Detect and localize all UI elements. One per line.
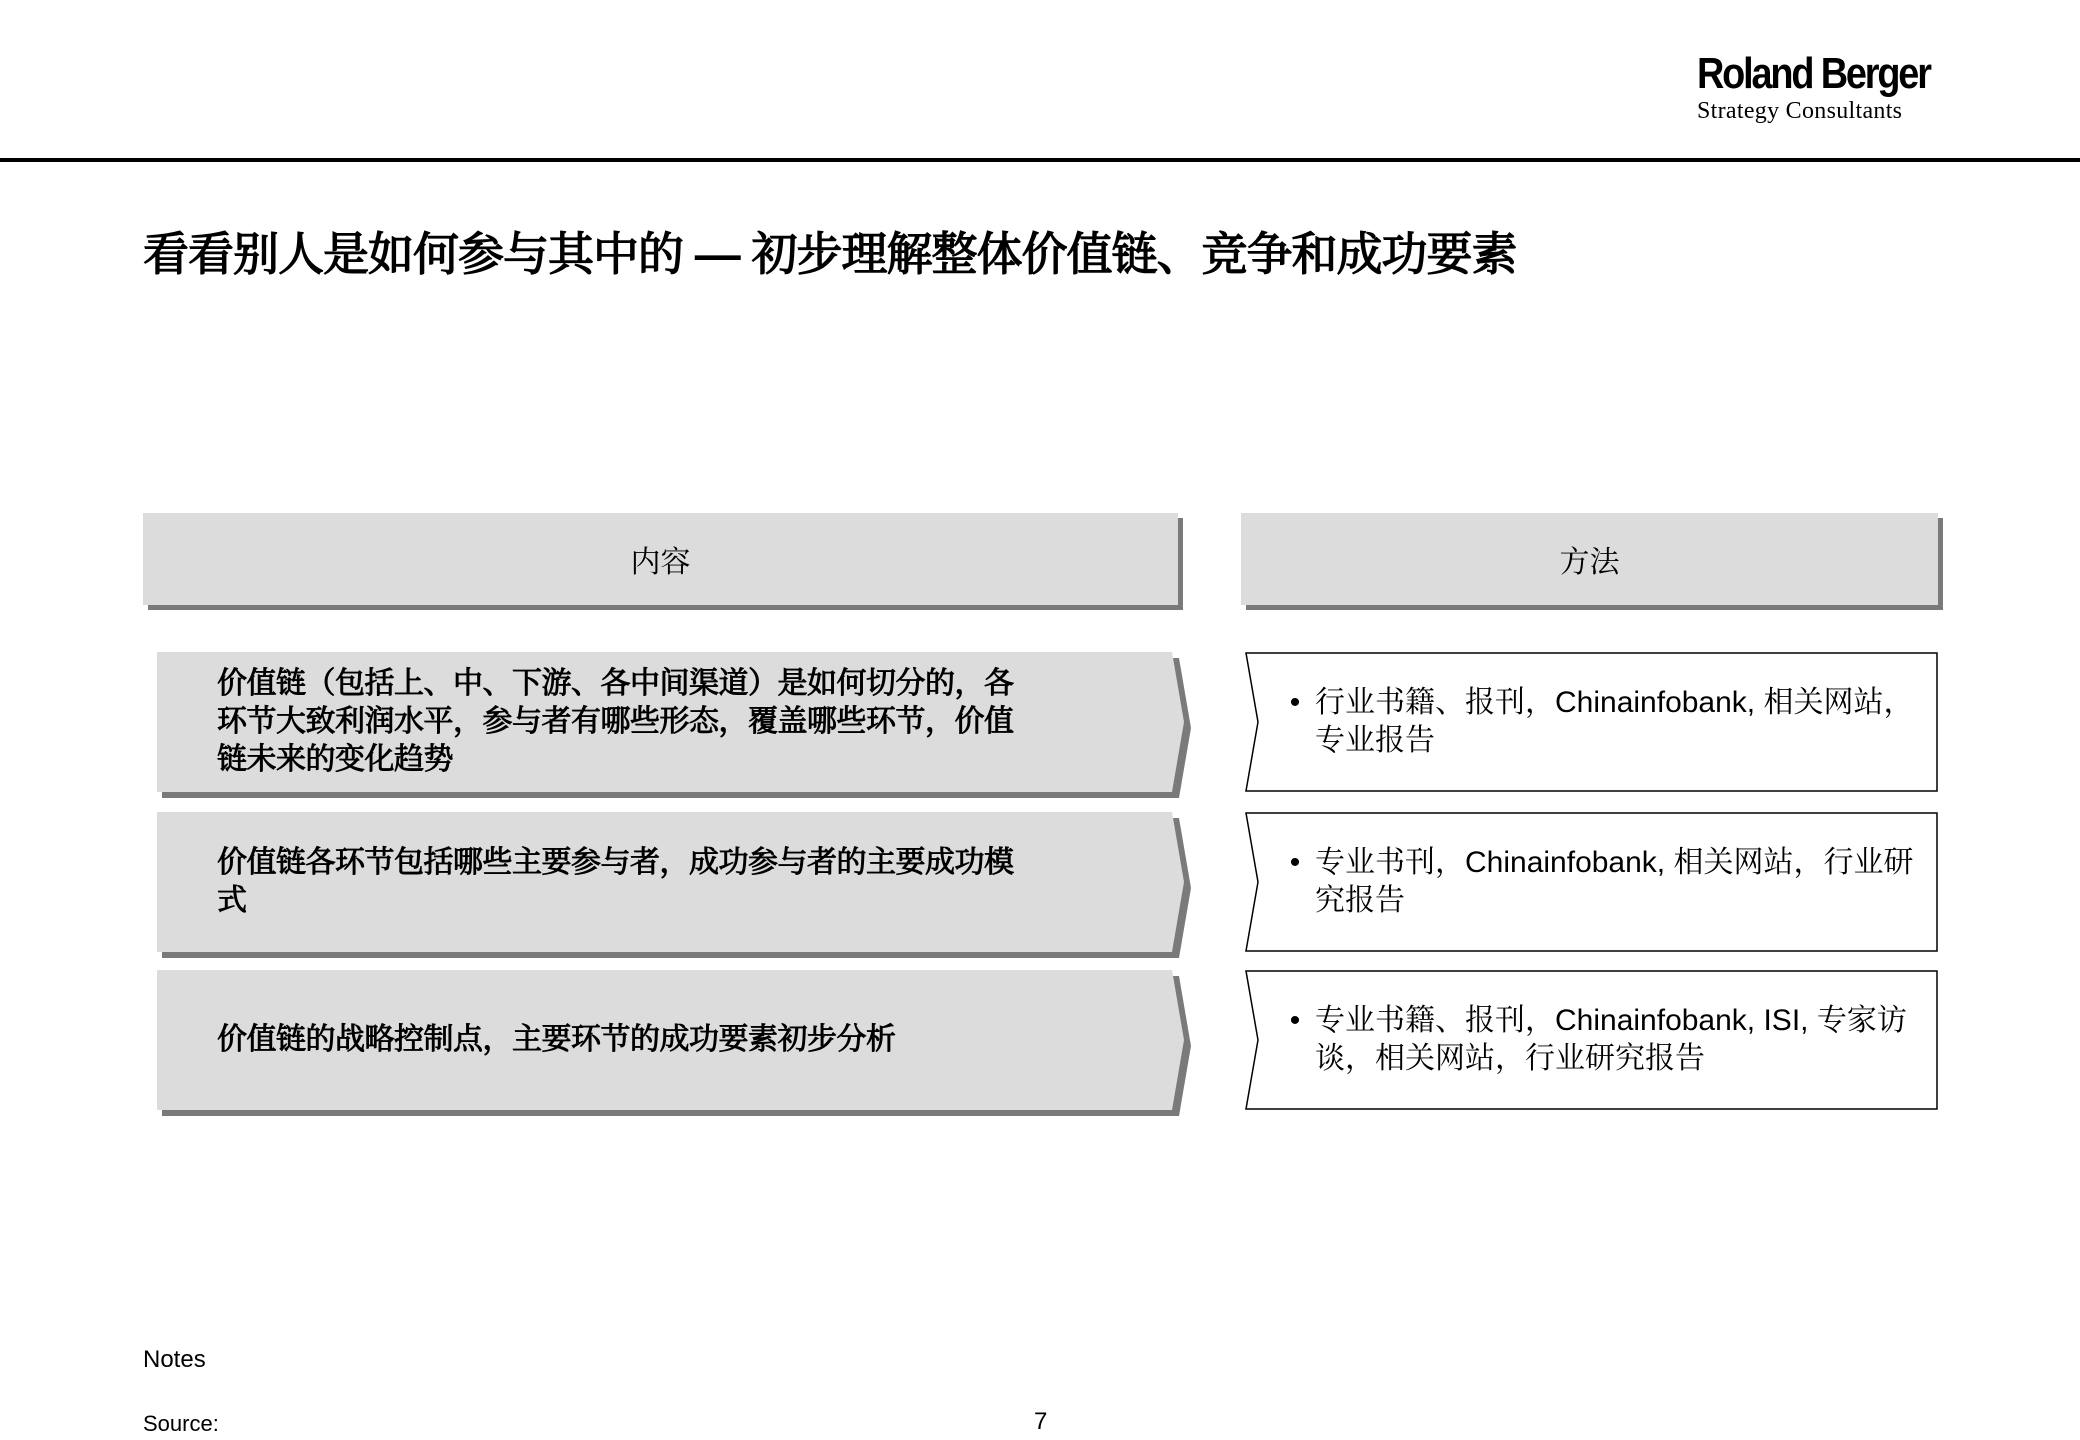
- bullet-icon: •: [1289, 686, 1301, 719]
- method-text: 行业书籍、报刊，Chinainfobank, 相关网站，专业报告: [1315, 686, 1914, 757]
- content-row-2: [157, 812, 1187, 952]
- content-row-3: [157, 970, 1187, 1110]
- notes-label: Notes: [143, 1346, 206, 1373]
- method-row-1: [1245, 652, 1938, 792]
- slide-title: 看看别人是如何参与其中的 — 初步理解整体价值链、竞争和成功要素: [143, 228, 1517, 280]
- brand-tagline: Strategy Consultants: [1697, 98, 1903, 124]
- content-text: 价值链的战略控制点，主要环节的成功要素初步分析: [217, 1023, 896, 1056]
- header-divider: [0, 158, 2080, 162]
- source-label: Source:: [143, 1411, 219, 1436]
- column-header-method: [1241, 513, 1938, 605]
- column-header-content-label: 内容: [630, 546, 691, 579]
- content-text: 价值链（包括上、中、下游、各中间渠道）是如何切分的，各环节大致利润水平，参与者有哪些形态，覆盖哪些环节，价值链未来的变化趋势: [217, 667, 1014, 776]
- method-row-2: [1245, 812, 1938, 952]
- page-number: 7: [1034, 1408, 1048, 1435]
- bullet-icon: •: [1289, 1004, 1301, 1037]
- method-text: 专业书籍、报刊，Chinainfobank, ISI, 专家访谈，相关网站，行业研究报告: [1315, 1004, 1907, 1075]
- bullet-icon: •: [1289, 846, 1301, 879]
- content-text: 价值链各环节包括哪些主要参与者，成功参与者的主要成功模式: [217, 846, 1014, 917]
- method-row-3: [1245, 970, 1938, 1110]
- content-row-1: [157, 652, 1187, 792]
- method-text: 专业书刊，Chinainfobank, 相关网站，行业研究报告: [1315, 846, 1914, 917]
- column-header-method-label: 方法: [1559, 546, 1620, 579]
- column-header-content: [143, 513, 1178, 605]
- roland-berger-logo: [1697, 49, 1937, 124]
- brand-name: Roland Berger: [1697, 49, 1930, 98]
